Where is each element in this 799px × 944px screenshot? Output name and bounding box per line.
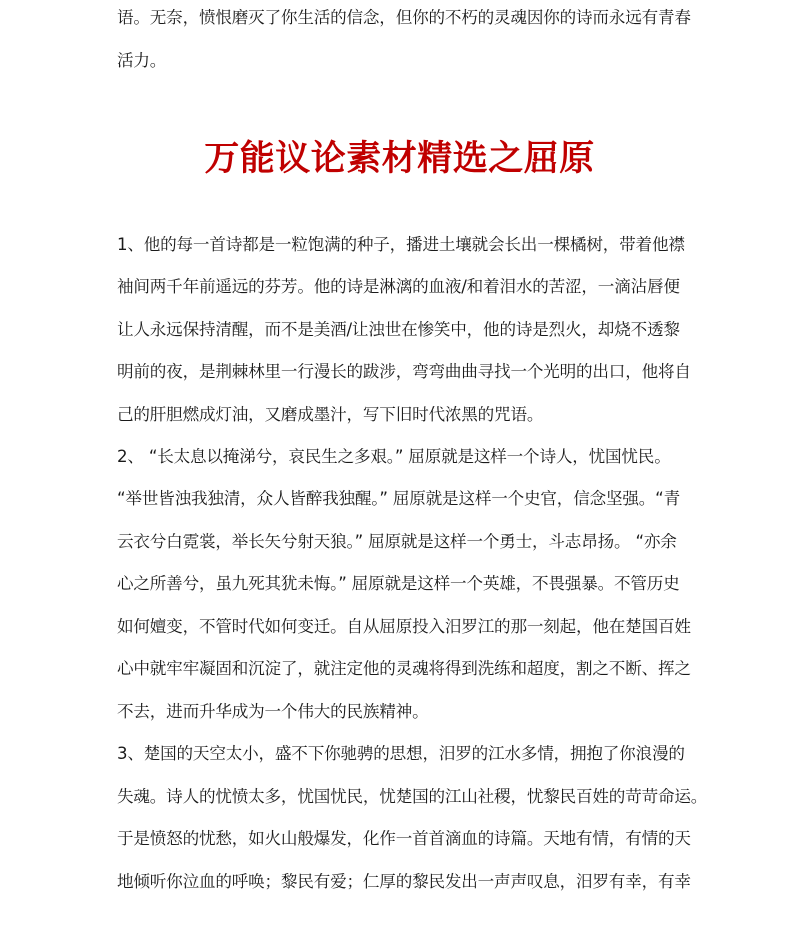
paragraph-line: 3、楚国的天空太小，盛不下你驰骋的思想，汨罗的江水多情，拥抱了你浪漫的 — [117, 744, 685, 763]
paragraph-line: 如何嬗变，不管时代如何变迁。自从屈原投入汨罗江的那一刻起，他在楚国百姓 — [117, 617, 691, 636]
paragraph-line: “举世皆浊我独清，众人皆醉我独醒。” 屈原就是这样一个史官，信念坚强。“青 — [117, 489, 680, 508]
paragraph-line: 2、 “长太息以掩涕兮，哀民生之多艰。” 屈原就是这样一个诗人，忧国忧民。 — [117, 447, 671, 466]
paragraph-line: 袖间两千年前遥远的芬芳。他的诗是淋漓的血液/和着泪水的苦涩，一滴沾唇便 — [117, 277, 680, 296]
paragraph-line: 让人永远保持清醒，而不是美酒/让浊世在惨笑中，他的诗是烈火，却烧不透黎 — [117, 320, 680, 339]
intro-line: 语。无奈，愤恨磨灭了你生活的信念，但你的不朽的灵魂因你的诗而永远有青春 — [117, 8, 691, 27]
paragraph-line: 己的肝胆燃成灯油，又磨成墨汁，写下旧时代浓黑的咒语。 — [117, 405, 544, 424]
paragraph-line: 不去，进而升华成为一个伟大的民族精神。 — [117, 702, 429, 721]
section-title: 万能议论素材精选之屈原 — [204, 139, 595, 179]
paragraph-line: 地倾听你泣血的呼唤；黎民有爱；仁厚的黎民发出一声声叹息，汨罗有幸，有幸 — [117, 872, 691, 891]
intro-line: 活力。 — [117, 51, 167, 70]
paragraph-line: 失魂。诗人的忧愤太多，忧国忧民，忧楚国的江山社稷，忧黎民百姓的苛苛命运。 — [117, 787, 708, 806]
paragraph-line: 1、他的每一首诗都是一粒饱满的种子，播进土壤就会长出一棵橘树，带着他襟 — [117, 235, 685, 254]
paragraph-line: 明前的夜，是荆棘林里一行漫长的跋涉，弯弯曲曲寻找一个光明的出口，他将自 — [117, 362, 691, 381]
paragraph-line: 心之所善兮，虽九死其犹未悔。” 屈原就是这样一个英雄，不畏强暴。不管历史 — [117, 574, 680, 593]
paragraph-line: 于是愤怒的忧愁，如火山般爆发，化作一首首滴血的诗篇。天地有情，有情的天 — [117, 829, 691, 848]
paragraph-line: 云衣兮白霓裳，举长矢兮射天狼。” 屈原就是这样一个勇士，斗志昂扬。 “亦余 — [117, 532, 677, 551]
paragraph-line: 心中就牢牢凝固和沉淀了，就注定他的灵魂将得到洗练和超度，割之不断、挥之 — [117, 659, 691, 678]
